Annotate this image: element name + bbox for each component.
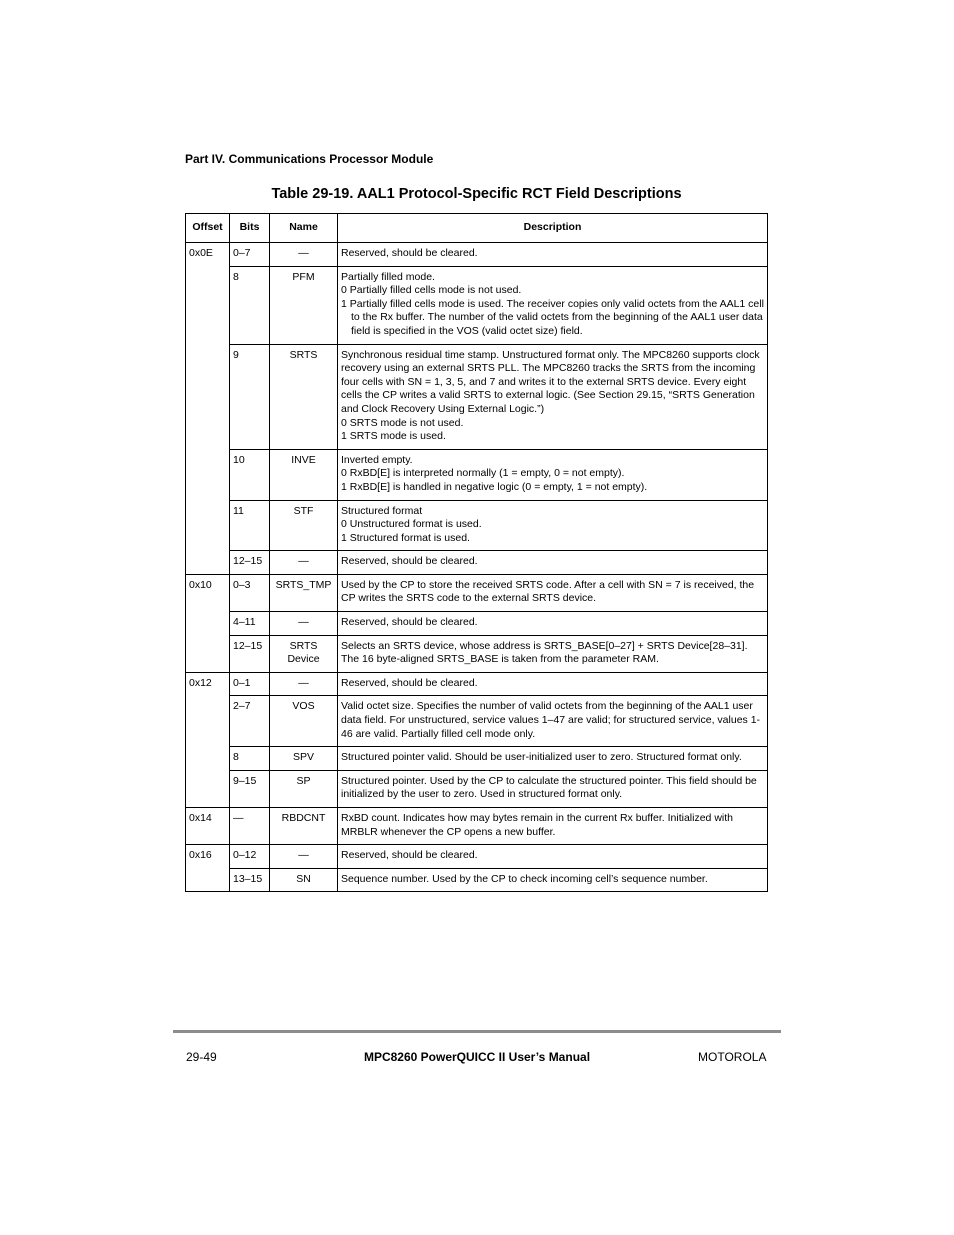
cell-name: SN <box>270 868 338 892</box>
description-line: 0 SRTS mode is not used. <box>341 416 464 429</box>
cell-offset: 0x12 <box>186 672 230 807</box>
table-row <box>186 808 768 845</box>
cell-description <box>338 243 768 267</box>
cell-bits: 8 <box>230 747 270 771</box>
cell-description <box>338 635 768 672</box>
footer-page-number: 29-49 <box>186 1050 217 1064</box>
cell-description <box>338 612 768 636</box>
cell-offset: 0x10 <box>186 574 230 672</box>
cell-description <box>338 672 768 696</box>
cell-name: — <box>270 612 338 636</box>
table-row <box>186 344 768 449</box>
description-line: Reserved, should be cleared. <box>341 247 478 259</box>
description-line: Selects an SRTS device, whose address is SRTS_BASE[0–27] + SRTS Device[28–31]. The 16 byte-aligned SRTS_BASE is taken from the parameter RAM. <box>341 639 748 666</box>
description-line: 0 RxBD[E] is interpreted normally (1 = empty, 0 = not empty). <box>341 467 625 480</box>
description-line: Reserved, should be cleared. <box>341 849 478 862</box>
description-line: Reserved, should be cleared. <box>341 616 478 629</box>
cell-bits: 0–3 <box>230 574 270 611</box>
cell-description <box>338 266 768 344</box>
cell-description <box>338 344 768 449</box>
description-line: Synchronous residual time stamp. Unstructured format only. The MPC8260 supports clock recovery using an external SRTS PLL. The MPC8260 tracks the SRTS from the incoming four cells with SN = 1, 3, 5, and 7 and writes it to the external SRTS device. Every eight cells the CP writes a valid SRTS to external logic. (See Section 29.15, “SRTS Generation and Clock Recovery Using External Logic.”) <box>341 348 760 415</box>
column-header-name: Name <box>270 214 338 243</box>
cell-bits: 9 <box>230 344 270 449</box>
footer-rule <box>173 1030 781 1033</box>
cell-name: SRTS <box>270 344 338 449</box>
table-row <box>186 770 768 807</box>
table-body <box>186 243 768 892</box>
cell-description <box>338 551 768 575</box>
cell-offset: 0x0E <box>186 243 230 575</box>
description-line: Structured pointer. Used by the CP to calculate the structured pointer. This field should be initialized by the user to zero. Used in structured format only. <box>341 774 757 801</box>
part-title: Part IV. Communications Processor Module <box>185 152 434 166</box>
cell-description <box>338 770 768 807</box>
table-row <box>186 635 768 672</box>
cell-name: RBDCNT <box>270 808 338 845</box>
table-row <box>186 696 768 747</box>
table-row <box>186 747 768 771</box>
column-header-offset: Offset <box>186 214 230 243</box>
cell-bits: 13–15 <box>230 868 270 892</box>
description-line: 1 Partially filled cells mode is used. The receiver copies only valid octets from the AAL1 cell to the Rx buffer. The number of the valid octets from the beginning of the AAL1 user data field is specified in the VOS (valid octet size) field. <box>341 297 764 337</box>
cell-description <box>338 747 768 771</box>
column-header-bits: Bits <box>230 214 270 243</box>
cell-bits: 0–1 <box>230 672 270 696</box>
description-line: 1 Structured format is used. <box>341 531 470 544</box>
description-line: Reserved, should be cleared. <box>341 555 478 568</box>
cell-bits: 9–15 <box>230 770 270 807</box>
table-row <box>186 612 768 636</box>
cell-bits: 0–12 <box>230 845 270 869</box>
cell-name: STF <box>270 500 338 551</box>
cell-description <box>338 868 768 892</box>
cell-description <box>338 574 768 611</box>
cell-offset: 0x16 <box>186 845 230 892</box>
cell-name: SRTS_TMP <box>270 574 338 611</box>
cell-name: INVE <box>270 449 338 500</box>
table-row <box>186 266 768 344</box>
cell-description <box>338 696 768 747</box>
table-row <box>186 672 768 696</box>
footer-company: MOTOROLA <box>698 1050 767 1064</box>
description-line: Reserved, should be cleared. <box>341 676 478 689</box>
rct-field-table <box>185 213 768 892</box>
table-row <box>186 551 768 575</box>
cell-bits: 12–15 <box>230 551 270 575</box>
cell-bits: 2–7 <box>230 696 270 747</box>
cell-bits: 10 <box>230 449 270 500</box>
table-header-row <box>186 214 768 243</box>
description-line: 1 RxBD[E] is handled in negative logic (0 = empty, 1 = not empty). <box>341 480 648 493</box>
table-row <box>186 243 768 267</box>
footer-manual-title: MPC8260 PowerQUICC II User’s Manual <box>363 1050 591 1064</box>
cell-name: VOS <box>270 696 338 747</box>
cell-name: PFM <box>270 266 338 344</box>
description-line: Inverted empty. <box>341 453 413 466</box>
table-row <box>186 845 768 869</box>
table-row <box>186 868 768 892</box>
cell-name: SPV <box>270 747 338 771</box>
description-line: Sequence number. Used by the CP to check incoming cell’s sequence number. <box>341 872 708 885</box>
cell-name: SRTS Device <box>270 635 338 672</box>
cell-name: — <box>270 243 338 267</box>
cell-bits: 0–7 <box>230 243 270 267</box>
description-line: Structured format <box>341 504 423 517</box>
cell-bits: 4–11 <box>230 612 270 636</box>
cell-description <box>338 500 768 551</box>
description-line: Partially filled mode. <box>341 270 435 283</box>
cell-name: — <box>270 845 338 869</box>
table-row <box>186 574 768 611</box>
description-line: RxBD count. Indicates how may bytes remain in the current Rx buffer. Initialized with MRBLR whenever the CP opens a new buffer. <box>341 812 733 838</box>
cell-name: — <box>270 551 338 575</box>
cell-bits: 12–15 <box>230 635 270 672</box>
description-line: Structured pointer valid. Should be user-initialized user to zero. Structured format only. <box>341 751 742 764</box>
table-row <box>186 500 768 551</box>
cell-offset: 0x14 <box>186 808 230 845</box>
description-line: 0 Unstructured format is used. <box>341 518 482 531</box>
cell-description <box>338 449 768 500</box>
description-line: 1 SRTS mode is used. <box>341 430 446 443</box>
description-line: Valid octet size. Specifies the number of valid octets from the beginning of the AAL1 user data field. For unstructured, service values 1–47 are valid; for structured service, values 1-46 are valid. Partially filled cell mode only. <box>341 700 761 740</box>
description-line: Used by the CP to store the received SRTS code. After a cell with SN = 7 is received, the CP writes the SRTS code to the external SRTS device. <box>341 578 755 605</box>
cell-description <box>338 808 768 845</box>
cell-name: — <box>270 672 338 696</box>
cell-bits: 8 <box>230 266 270 344</box>
cell-bits: — <box>230 808 270 845</box>
cell-bits: 11 <box>230 500 270 551</box>
cell-description <box>338 845 768 869</box>
cell-name: SP <box>270 770 338 807</box>
table-caption: Table 29-19. AAL1 Protocol-Specific RCT Field Descriptions <box>271 186 682 202</box>
table-row <box>186 449 768 500</box>
description-line: 0 Partially filled cells mode is not used. <box>341 284 522 297</box>
column-header-description: Description <box>338 214 768 243</box>
